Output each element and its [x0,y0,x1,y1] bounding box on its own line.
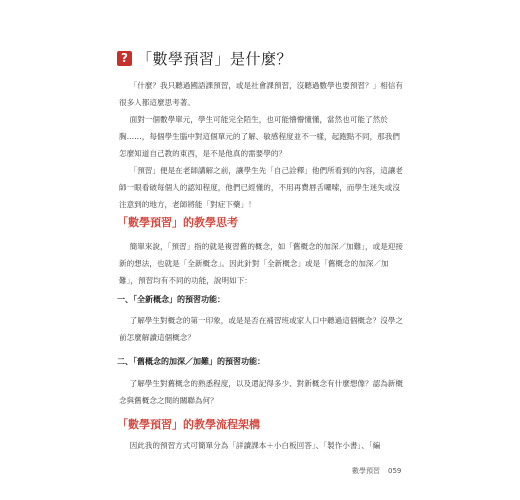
paragraph-4: 簡單來說，「預習」指的就是複習舊的概念，如「舊概念的加深／加難」，或是迎接新的想法，也就是「全新概念」。因此針對「全新概念」或是「舊概念的加深／加難」，預習均有不同的功能，說明如下： [119,242,403,285]
title-row [117,48,292,68]
page-number: 059 [388,467,402,475]
section-heading-flow-structure: 「數學預習」的教學流程架構 [117,418,260,431]
footer-label: 數學預習 [352,467,380,475]
paragraph-5: 了解學生對概念的第一印象，或是是否在補習班或家人口中聽過這個概念？沒學之前怎麼解讀這個概念？ [119,316,403,342]
paragraph-3: 「預習」便是在老師講解之前，讓學生先「自己詮釋」他們所看到的內容，這讓老師一眼看破每個人的認知程度，他們已經懂的，不用再費唇舌囉嗦，而學生迷失或沒注意到的地方，老師將能「對症下藥」！ [119,166,403,209]
section-heading-teaching-thinking: 「數學預習」的教學思考 [117,216,238,229]
subheading-old-concept: 二、「舊概念的加深／加難」的預習功能： [117,357,265,366]
paragraph-7: 因此我的預習方式可簡單分為「詳讀課本＋小白板回答」、「製作小書」、「編 [129,441,381,450]
paragraph-2: 面對一個數學單元，學生可能完全陌生，也可能懵懵懂懂，當然也可能了然於胸……，每個學生腦中對這個單元的了解、敏感程度並不一樣，起跑點不同，那我們怎麼知道自己教的東西，是不是他真的需要學的？ [119,115,400,158]
paragraph-1: 「什麼？我只聽過國語課預習，或是社會課預習，沒聽過數學也要預習？」相信有很多人都這麼思考著。 [119,81,403,107]
paragraph-6: 了解學生對舊概念的熟悉程度，以及還記得多少、對新概念有什麼想像？認為新概念與舊概念之間的關聯為何？ [119,379,403,405]
page-footer [352,466,401,476]
question-mark-icon: ? [117,51,132,66]
page-title: 「數學預習」是什麼？ [137,49,293,68]
subheading-new-concept: 一、「全新概念」的預習功能： [117,295,225,304]
